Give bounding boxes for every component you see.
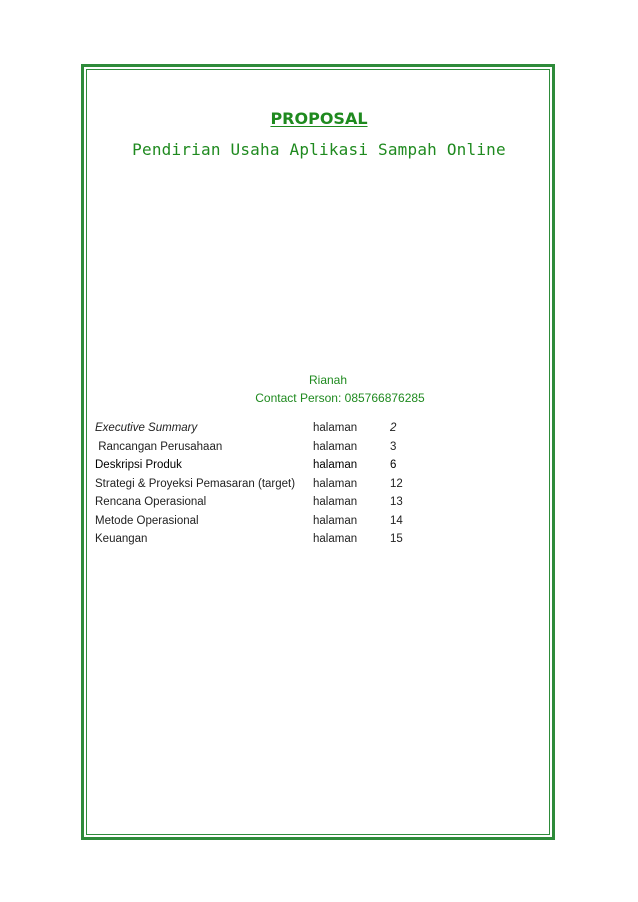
toc-title: Strategi & Proyeksi Pemasaran (target)	[95, 477, 296, 490]
toc-page-number: 15	[390, 533, 403, 545]
toc-page-word: halaman	[313, 514, 358, 527]
toc-page-word: halaman	[313, 496, 358, 508]
document-subtitle: Pendirian Usaha Aplikasi Sampah Online	[132, 140, 506, 159]
toc-title: Rencana Operasional	[95, 496, 207, 508]
toc-page-number: 2	[390, 422, 397, 434]
toc-page-number: 3	[390, 440, 397, 453]
toc-page-word: halaman	[313, 533, 358, 545]
toc-page-number: 13	[390, 496, 403, 508]
toc-title: Executive Summary	[95, 422, 198, 434]
toc-page-number: 12	[390, 477, 403, 490]
toc-page-number: 6	[390, 459, 397, 471]
toc-title: Deskripsi Produk	[95, 459, 182, 471]
toc-title: Metode Operasional	[95, 514, 199, 527]
toc-page-number: 14	[390, 514, 403, 527]
toc-page-word: halaman	[313, 422, 358, 434]
author-name: Rianah	[308, 373, 348, 387]
toc-page-word: halaman	[313, 440, 358, 453]
toc-page-word: halaman	[313, 477, 358, 490]
document-title: PROPOSAL	[270, 109, 368, 128]
toc-title: Keuangan	[95, 533, 148, 545]
contact-person: Contact Person: 085766876285	[255, 391, 425, 405]
toc-page-word: halaman	[313, 459, 358, 471]
toc-title: Rancangan Perusahaan	[95, 440, 223, 453]
